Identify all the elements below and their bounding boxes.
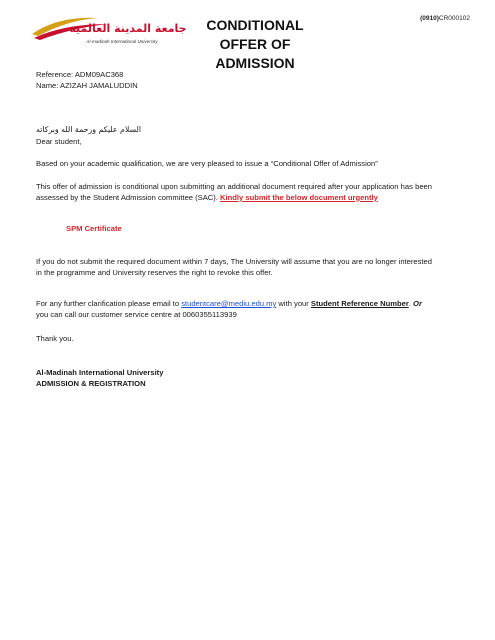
contact-text-c: . (408, 299, 414, 308)
reference-number: Reference: ADM09AC368 (36, 70, 124, 79)
contact-text-a: For any further clarification please email to (36, 299, 182, 308)
arabic-greeting: السلام عليكم ورحمة الله وبركاته (36, 125, 141, 134)
signature-university: Al-Madinah International University (36, 368, 164, 377)
student-name: Name: AZIZAH JAMALUDDIN (36, 80, 138, 90)
signature-block (36, 368, 432, 389)
contact-text-d: you can call our customer service centre at 0060355113939 (36, 309, 237, 319)
university-logo (28, 14, 187, 48)
reference-block (36, 70, 432, 91)
document-code-prefix: (0910) (420, 15, 439, 22)
title-line-2: OFFER OF ADMISSION (215, 36, 295, 71)
title-line-1: CONDITIONAL (206, 17, 304, 33)
logo-english-text: Al-madinah International University (86, 39, 158, 44)
contact-text-b: with your (276, 299, 311, 308)
paragraph-offer: Based on your academic qualification, we are very pleased to issue a “Conditional Offer of Admission” (36, 159, 378, 168)
student-reference-number-label: Student Reference Number (310, 299, 409, 308)
contact-or: Or (413, 299, 422, 308)
support-email-link[interactable]: studentcare@mediu.edu.my (181, 299, 277, 308)
closing-thanks: Thank you. (36, 334, 74, 343)
document-title (180, 16, 330, 73)
paragraph-contact (36, 299, 432, 320)
document-code (380, 15, 470, 22)
signature-department: ADMISSION & REGISTRATION (36, 378, 146, 388)
required-document: SPM Certificate (66, 224, 122, 233)
salutation: Dear student, (36, 137, 82, 146)
document-code-number: CR000102 (438, 15, 470, 22)
paragraph-condition (36, 182, 432, 203)
paragraph-deadline: If you do not submit the required document within 7 days, The University will assume that you are no longer interested in the programme and University reserves the right to revoke this offer. (36, 257, 432, 277)
condition-text: This offer of admission is conditional upon submitting an additional document required after your application has been assessed by the Student Admission committee (SAC). (36, 182, 432, 202)
urgent-notice: Kindly submit the below document urgently (220, 192, 378, 202)
logo-arabic-text: جامعة المدينة العالمية (69, 22, 187, 35)
